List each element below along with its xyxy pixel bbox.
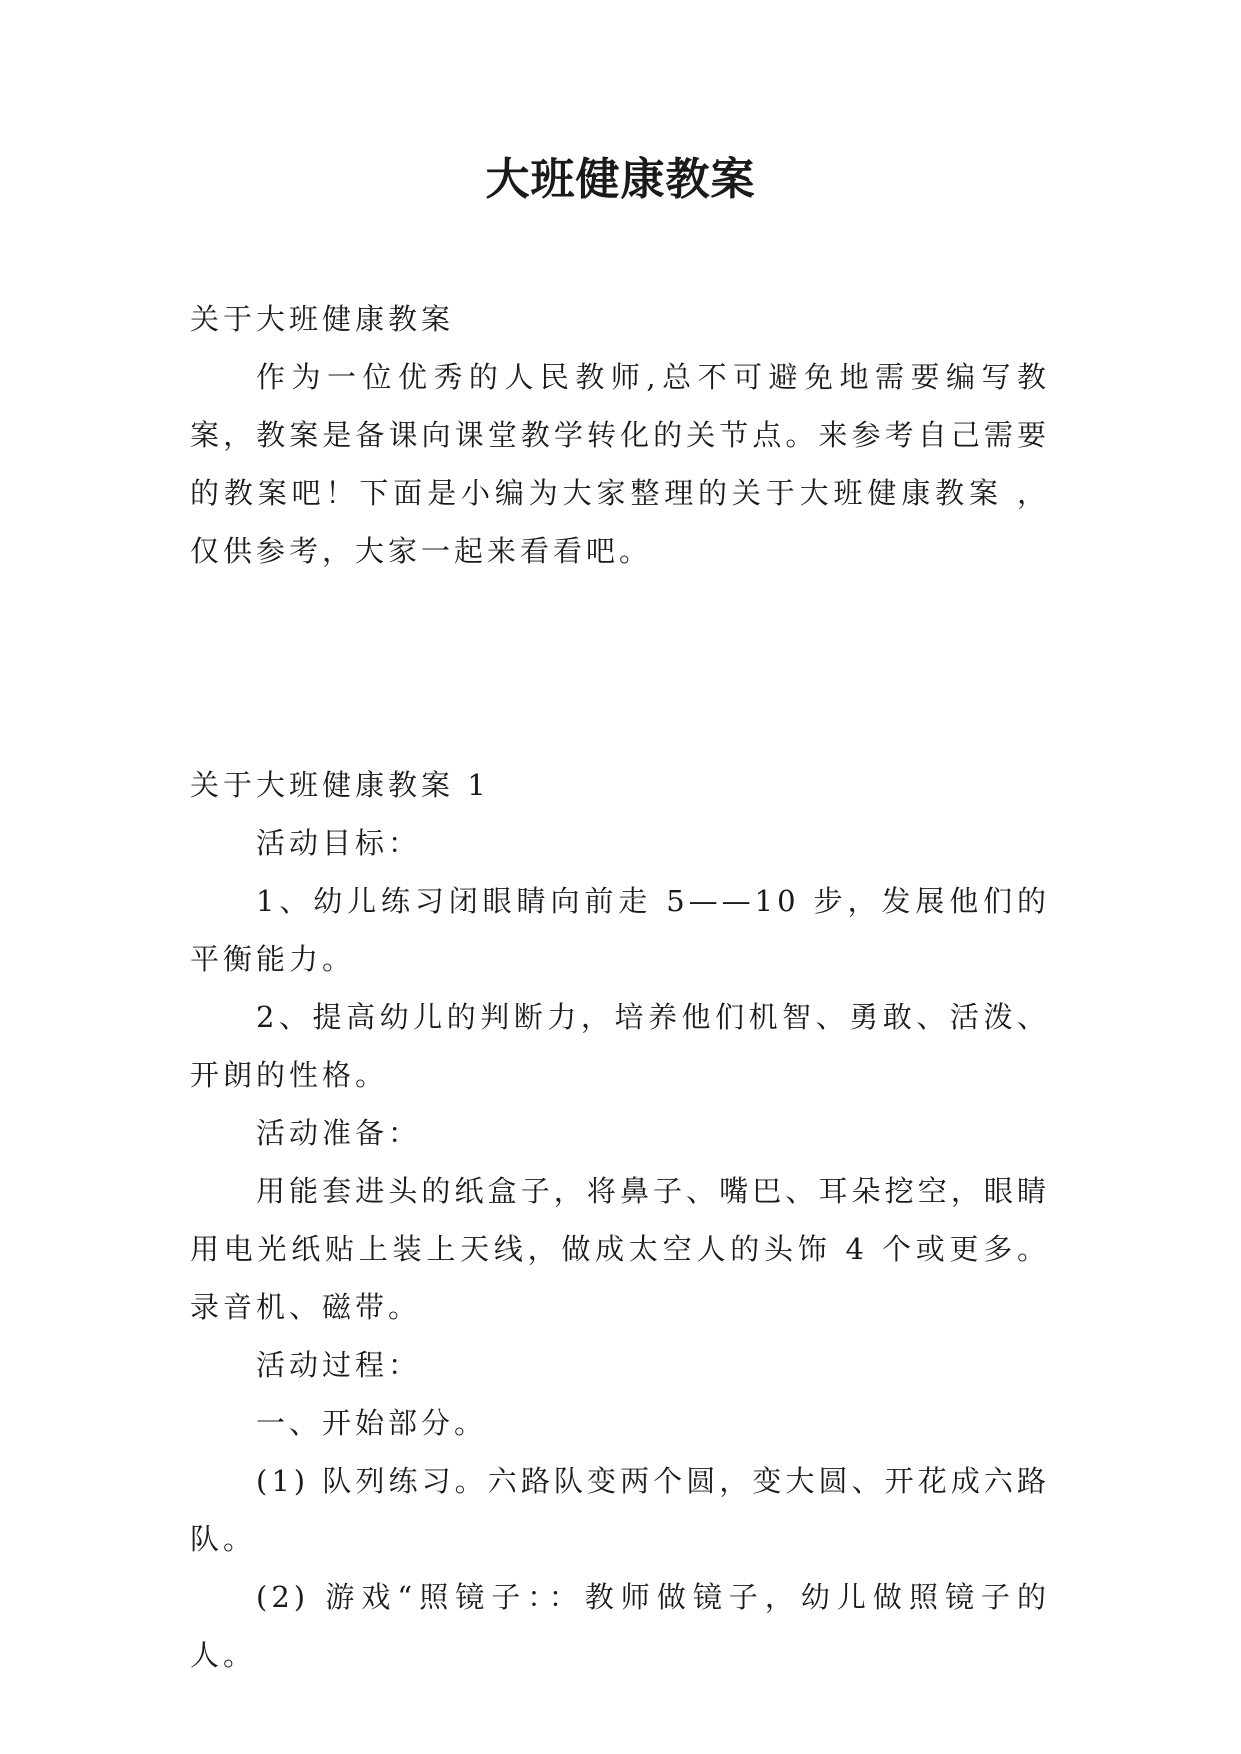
- section-heading: 关于大班健康教案: [190, 302, 455, 336]
- document-title: 大班健康教案: [485, 154, 756, 205]
- body-paragraph: 2、提高幼儿的判断力，培养他们机智、勇敢、活泼、开朗的性格。: [190, 1000, 1050, 1092]
- body-paragraph: 活动准备：: [256, 1116, 422, 1150]
- document-body: [190, 290, 1050, 1684]
- section-heading: 关于大班健康教案 1: [190, 768, 490, 802]
- body-paragraph: (2) 游戏“照镜子：：教师做镜子，幼儿做照镜子的人。: [190, 1580, 1050, 1672]
- body-paragraph: 活动目标：: [256, 826, 422, 860]
- section-gap: [190, 580, 1050, 756]
- body-paragraph: 活动过程：: [256, 1348, 422, 1382]
- body-paragraph: (1) 队列练习。六路队变两个圆，变大圆、开花成六路队。: [190, 1464, 1050, 1556]
- body-paragraph: 用能套进头的纸盒子，将鼻子、嘴巴、耳朵挖空，眼睛用电光纸贴上装上天线，做成太空人的头饰 4 个或更多。录音机、磁带。: [190, 1174, 1050, 1324]
- intro-paragraph: 作为一位优秀的人民教师,总不可避免地需要编写教案，教案是备课向课堂教学转化的关节点。来参考自己需要的教案吧！下面是小编为大家整理的关于大班健康教案 ，仅供参考，大家一起来看看吧。: [190, 360, 1050, 568]
- body-paragraph: 1、幼儿练习闭眼睛向前走 5——10 步，发展他们的平衡能力。: [190, 884, 1050, 976]
- body-paragraph: 一、开始部分。: [256, 1406, 488, 1440]
